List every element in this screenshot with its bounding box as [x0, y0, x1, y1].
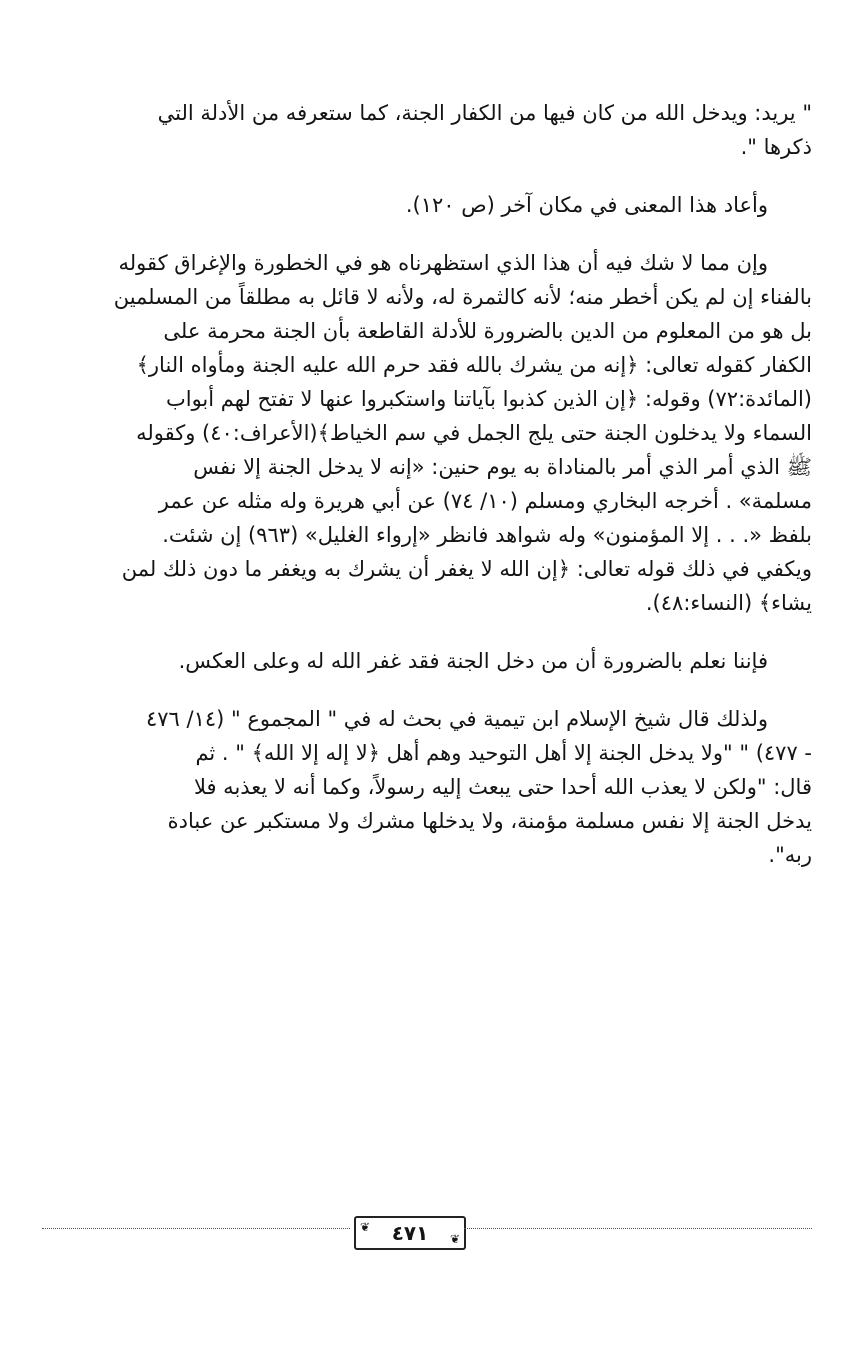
paragraph-repeat-note — [42, 188, 812, 222]
paragraph-main-argument — [42, 246, 812, 620]
text-line: وأعاد هذا المعنى في مكان آخر (ص ١٢٠). — [405, 193, 768, 217]
page-footer — [42, 1216, 812, 1256]
text-line: فإننا نعلم بالضرورة أن من دخل الجنة فقد غفر الله له وعلى العكس. — [178, 649, 768, 673]
text-line: مسلمة» . أخرجه البخاري ومسلم (١٠/ ٧٤) عن أبي هريرة وله مثله عن عمر — [158, 489, 812, 513]
text-line: بلفظ «. . . إلا المؤمنون» وله شواهد فانظر «إرواء الغليل» (٩٦٣) إن شئت. — [162, 523, 812, 547]
text-line: يدخل الجنة إلا نفس مسلمة مؤمنة، ولا يدخلها مشرك ولا مستكبر عن عبادة — [167, 809, 812, 833]
text-line: " يريد: ويدخل الله من كان فيها من الكفار الجنة، كما ستعرفه من الأدلة التي — [157, 101, 812, 125]
text-line: - ٤٧٧) " "ولا يدخل الجنة إلا أهل التوحيد وهم أهل ﴿لا إله إلا الله﴾ " . ثم — [195, 741, 812, 765]
paragraph-ibn-taymiyyah — [42, 702, 812, 872]
text-line: ويكفي في ذلك قوله تعالى: ﴿إن الله لا يغفر أن يشرك به ويغفر ما دون ذلك لمن — [121, 557, 812, 581]
text-line: (المائدة:٧٢) وقوله: ﴿إن الذين كذبوا بآياتنا واستكبروا عنها لا تفتح لهم أبواب — [165, 387, 812, 411]
text-line: ربه". — [768, 843, 812, 867]
footer-rule-left — [42, 1228, 350, 1229]
page-body — [42, 96, 812, 872]
text-line: ولذلك قال شيخ الإسلام ابن تيمية في بحث له في " المجموع " (١٤/ ٤٧٦ — [145, 707, 768, 731]
page-number-box — [354, 1216, 466, 1250]
text-line: يشاء﴾ (النساء:٤٨). — [645, 591, 812, 615]
paragraph-conclusion — [42, 644, 812, 678]
text-line: قال: "ولكن لا يعذب الله أحدا حتى يبعث إليه رسولاً، وكما أنه لا يعذبه فلا — [193, 775, 812, 799]
paragraph-quote-end — [42, 96, 812, 164]
text-line: بل هو من المعلوم من الدين بالضرورة للأدلة القاطعة بأن الجنة محرمة على — [163, 319, 812, 343]
footer-rule-right — [464, 1228, 812, 1229]
text-line: ذكرها ". — [740, 135, 812, 159]
page-number: ٤٧١ — [391, 1221, 429, 1245]
text-line: بالفناء إن لم يكن أخطر منه؛ لأنه كالثمرة له، ولأنه لا قائل به مطلقاً من المسلمين — [113, 285, 812, 309]
text-line: وإن مما لا شك فيه أن هذا الذي استظهرناه هو في الخطورة والإغراق كقوله — [118, 251, 768, 275]
text-line: ﷺ الذي أمر الذي أمر بالمناداة به يوم حنين: «إنه لا يدخل الجنة إلا نفس — [193, 455, 812, 479]
text-line: الكفار كقوله تعالى: ﴿إنه من يشرك بالله فقد حرم الله عليه الجنة ومأواه النار﴾ — [136, 353, 812, 377]
ornament-icon: ❦ — [359, 1220, 371, 1234]
text-line: السماء ولا يدخلون الجنة حتى يلج الجمل في سم الخياط﴾(الأعراف:٤٠) وكقوله — [136, 421, 812, 445]
ornament-icon: ❦ — [449, 1232, 461, 1246]
